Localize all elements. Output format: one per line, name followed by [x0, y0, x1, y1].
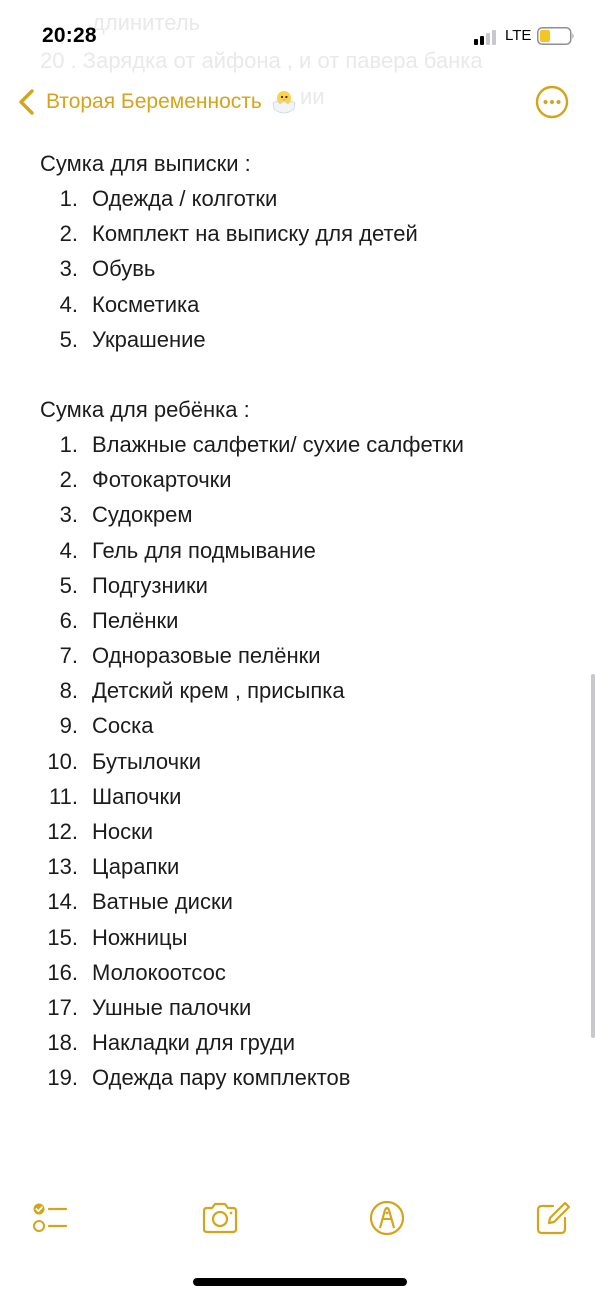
list-text: Ватные диски: [92, 889, 233, 915]
list-text: Пелёнки: [92, 607, 179, 633]
list-item: [0, 216, 600, 251]
list-item: [0, 673, 600, 708]
checklist-button[interactable]: [30, 1198, 70, 1238]
network-type: LTE: [505, 27, 532, 44]
list-text: Фотокарточки: [92, 467, 232, 493]
list-text: Одноразовые пелёнки: [92, 643, 321, 669]
list-number: 4.: [59, 291, 78, 317]
list-text: Бутылочки: [92, 748, 202, 774]
status-bar: [0, 0, 600, 70]
list-number: 3.: [59, 502, 78, 528]
list-number: 3.: [59, 256, 78, 282]
list-item: [0, 849, 600, 884]
cellular-signal-icon: [474, 29, 500, 45]
list-number: 17.: [47, 994, 78, 1020]
chevron-left-icon: [16, 87, 38, 117]
list-text: Одежда пару комплектов: [92, 1065, 351, 1091]
list-item: [0, 638, 600, 673]
list-number: 14.: [47, 889, 78, 915]
numbered-list: [0, 181, 600, 357]
list-text: Влажные салфетки/ сухие салфетки: [92, 431, 464, 457]
bottom-toolbar: [0, 1192, 600, 1242]
list-text: Носки: [92, 819, 154, 844]
list-text: Молокоотсос: [92, 959, 226, 985]
note-body[interactable]: [0, 146, 600, 1096]
list-number: 8.: [59, 678, 78, 704]
list-item: [0, 322, 600, 357]
list-item: [0, 814, 600, 849]
camera-button[interactable]: [200, 1198, 240, 1238]
list-item: [0, 462, 600, 497]
note-section: [0, 392, 600, 1096]
list-item: [0, 1025, 600, 1060]
list-text: Ушные палочки: [92, 994, 252, 1020]
numbered-list: [0, 427, 600, 1096]
list-text: Соска: [92, 713, 154, 739]
list-text: Накладки для груди: [92, 1030, 296, 1056]
section-title: Сумка для выписки :: [40, 151, 251, 176]
back-button[interactable]: [16, 84, 298, 120]
list-number: 7.: [59, 643, 78, 669]
list-item: [0, 990, 600, 1025]
list-text: Гель для подмывание: [92, 537, 316, 563]
markup-pen-icon: [367, 1198, 407, 1238]
list-text: Косметика: [92, 291, 200, 317]
list-item: [0, 1060, 600, 1095]
list-text: Царапки: [92, 854, 180, 880]
back-label: Вторая Беременность: [46, 90, 262, 113]
list-number: 5.: [59, 326, 78, 352]
list-text: Подгузники: [92, 572, 208, 598]
list-item: [0, 955, 600, 990]
list-number: 1.: [59, 431, 78, 457]
list-number: 2.: [59, 221, 78, 247]
list-number: 19.: [47, 1065, 78, 1091]
compose-button[interactable]: [533, 1198, 573, 1238]
list-item: [0, 708, 600, 743]
section-title: Сумка для ребёнка :: [40, 396, 250, 422]
list-item: [0, 497, 600, 532]
list-number: 13.: [47, 854, 78, 880]
list-item: [0, 920, 600, 955]
list-item: [0, 884, 600, 919]
hatching-chick-icon: [270, 88, 298, 116]
list-text: Одежда / колготки: [92, 186, 278, 211]
status-time: 20:28: [42, 24, 97, 47]
list-number: 2.: [59, 467, 78, 493]
list-text: Ножницы: [92, 924, 188, 950]
list-number: 5.: [59, 572, 78, 598]
compose-icon: [533, 1198, 573, 1238]
list-number: 16.: [47, 959, 78, 985]
camera-icon: [200, 1198, 240, 1238]
list-item: [0, 251, 600, 286]
list-number: 11.: [49, 783, 78, 809]
list-item: [0, 779, 600, 814]
ghost-text-line: длинитель: [92, 10, 201, 35]
battery-icon: [537, 27, 575, 45]
blank-line: [0, 357, 600, 392]
checklist-icon: [30, 1198, 70, 1238]
list-number: 4.: [59, 537, 78, 563]
list-number: 18.: [47, 1030, 78, 1056]
list-text: Детский крем , присыпка: [92, 678, 345, 704]
home-indicator[interactable]: [193, 1278, 407, 1286]
list-item: [0, 287, 600, 322]
list-number: 10.: [47, 748, 78, 774]
list-number: 6.: [59, 607, 78, 633]
list-text: Украшение: [92, 326, 206, 352]
navigation-bar: [0, 78, 600, 126]
list-number: 15.: [47, 924, 78, 950]
list-item: [0, 181, 600, 216]
ghost-text-line: 20 . Зарядка от айфона , и от павера банка: [40, 48, 483, 73]
list-number: 9.: [59, 713, 78, 739]
note-section: [0, 146, 600, 357]
markup-button[interactable]: [367, 1198, 407, 1238]
list-number: 1.: [59, 186, 78, 211]
list-item: [0, 427, 600, 462]
list-text: Комплект на выписку для детей: [92, 221, 418, 247]
list-item: [0, 744, 600, 779]
ghost-text-line: ии: [300, 84, 325, 109]
list-item: [0, 568, 600, 603]
more-options-icon[interactable]: [535, 85, 569, 119]
list-text: Шапочки: [92, 783, 182, 809]
list-text: Судокрем: [92, 502, 193, 528]
list-number: 12.: [47, 819, 78, 844]
list-item: [0, 533, 600, 568]
list-text: Обувь: [92, 256, 156, 282]
list-item: [0, 603, 600, 638]
